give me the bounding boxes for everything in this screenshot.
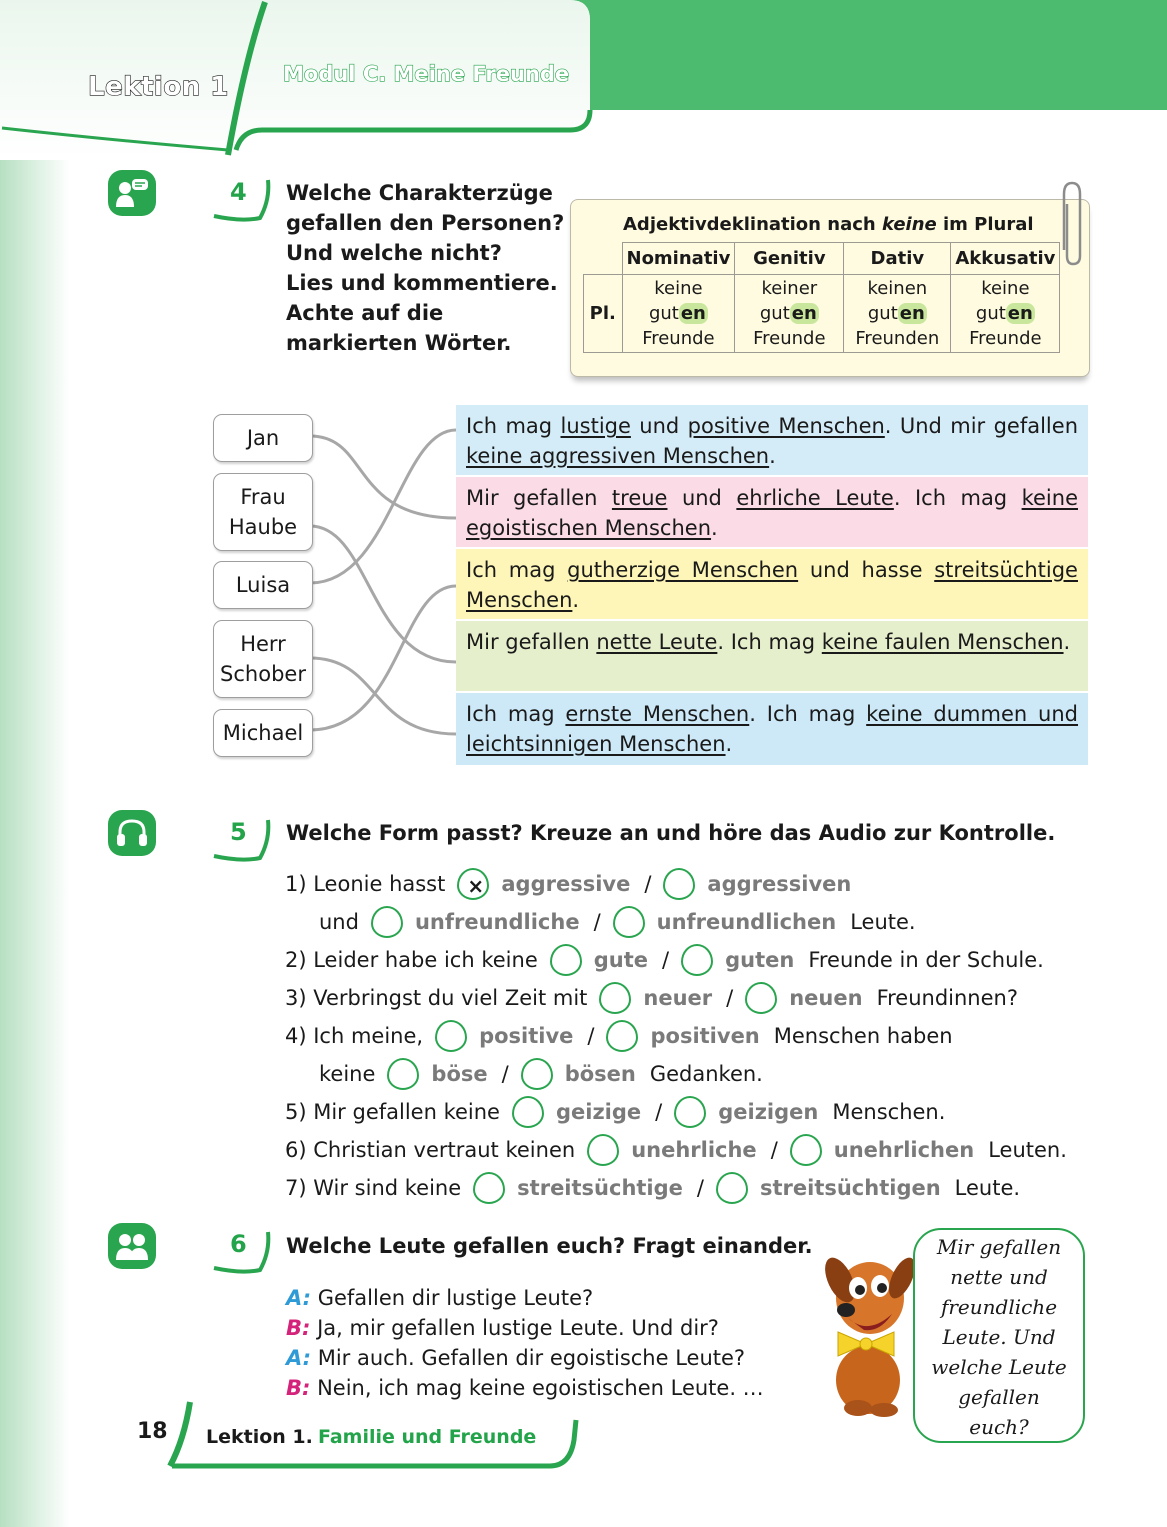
headphones-icon — [108, 810, 156, 856]
statement-text: und hasse — [798, 558, 935, 582]
statement-text: . Ich mag — [717, 630, 822, 654]
statement-text: . — [1063, 630, 1071, 654]
name-herr-schober: Herr Schober — [213, 620, 313, 698]
exercise-line — [279, 1055, 1109, 1093]
statement-text: Ich mag — [466, 414, 561, 438]
grammar-table-card — [570, 199, 1090, 377]
task6-dialog — [286, 1283, 826, 1403]
task6-question: Welche Leute gefallen euch? Fragt einander. — [286, 1234, 813, 1258]
dog-illustration — [818, 1240, 918, 1420]
exercise-line — [279, 903, 1109, 941]
highlighted-phrase: lustige — [560, 414, 631, 438]
highlighted-phrase: nette Leute — [596, 630, 718, 654]
name-frau-haube: Frau Haube — [213, 473, 313, 551]
name-jan: Jan — [213, 414, 313, 462]
task-number-4: 4 — [212, 178, 262, 220]
answer-checkbox[interactable] — [512, 1096, 544, 1128]
answer-option: aggressiven — [707, 872, 852, 896]
exercise-line — [279, 865, 1109, 903]
exercise-text: Menschen. — [832, 1100, 946, 1124]
answer-checkbox[interactable] — [457, 868, 489, 900]
answer-checkbox[interactable] — [716, 1172, 748, 1204]
statement-text: . — [725, 732, 733, 756]
exercise-text: 3) Verbringst du viel Zeit mit — [285, 986, 588, 1010]
exercise-text: 2) Leider habe ich keine — [285, 948, 538, 972]
grammar-table — [583, 242, 1060, 353]
exercise-line — [279, 1017, 1109, 1055]
dialog-line: B: Ja, mir gefallen lustige Leute. Und dir? — [286, 1316, 719, 1340]
dialog-line: A: Mir auch. Gefallen dir egoistische Leute? — [286, 1346, 746, 1370]
exercise-text: / — [696, 1176, 704, 1200]
exercise-text: Leuten. — [988, 1138, 1067, 1162]
connector-lines — [310, 400, 460, 760]
statement-text: Ich mag — [466, 558, 568, 582]
grammar-title: Adjektivdeklination nach keine im Plural — [623, 214, 1034, 235]
cell-dativ: keinen gut en Freunden — [844, 275, 951, 353]
statement-5 — [456, 693, 1088, 765]
statement-text: Mir gefallen — [466, 630, 597, 654]
highlighted-phrase: gutherzige Menschen — [567, 558, 799, 582]
exercise-text: Leute. — [954, 1176, 1021, 1200]
exercise-text: 6) Christian vertraut keinen — [285, 1138, 576, 1162]
exercise-text: Menschen haben — [773, 1024, 953, 1048]
statement-text: . — [769, 444, 776, 468]
row-label: Pl. — [584, 275, 623, 353]
dialog-line: B: Nein, ich mag keine egoistischen Leute. … — [286, 1376, 764, 1400]
statement-text: . Und mir gefallen — [884, 414, 1078, 438]
answer-option: streitsüchtige — [517, 1176, 683, 1200]
exercise-text: 7) Wir sind keine — [285, 1176, 462, 1200]
highlighted-phrase: positive Menschen — [687, 414, 885, 438]
statement-text: . Ich mag — [749, 702, 867, 726]
answer-option: unfreundliche — [414, 910, 580, 934]
answer-option: neuen — [789, 986, 863, 1010]
answer-option: streitsüchtigen — [759, 1176, 941, 1200]
answer-checkbox[interactable] — [473, 1172, 505, 1204]
exercise-text: / — [587, 1024, 595, 1048]
exercise-text: / — [726, 986, 734, 1010]
exercise-text: und — [319, 910, 359, 934]
highlighted-phrase: keine dummen und leichtsinnigen Menschen — [466, 702, 1079, 756]
pair-work-icon — [108, 1223, 156, 1269]
footer-lesson: Lektion 1. — [206, 1426, 313, 1448]
exercise-text: / — [593, 910, 601, 934]
left-gradient-strip — [0, 120, 70, 1527]
header-genitiv: Genitiv — [735, 243, 844, 275]
cell-akkusativ: keine gut en Freunde — [951, 275, 1060, 353]
answer-checkbox[interactable] — [613, 906, 645, 938]
exercise-line — [279, 979, 1109, 1017]
answer-option: unfreundlichen — [656, 910, 837, 934]
answer-option: böse — [431, 1062, 488, 1086]
answer-option: neuer — [643, 986, 713, 1010]
statement-3 — [456, 549, 1088, 619]
answer-option: gute — [593, 948, 649, 972]
answer-checkbox[interactable] — [674, 1096, 706, 1128]
statement-text: . Ich mag — [893, 486, 1022, 510]
exercise-line — [279, 1169, 1109, 1207]
task4-question: Welche Charakterzüge gefallen den Personen? Und welche nicht? Lies und kommentiere. Achte auf die markierten Wörter. — [286, 181, 565, 355]
statement-text: . — [572, 588, 580, 612]
answer-option: geizige — [555, 1100, 642, 1124]
answer-checkbox[interactable] — [599, 982, 631, 1014]
answer-option: unehrliche — [631, 1138, 757, 1162]
exercise-text: Leute. — [850, 910, 916, 934]
answer-option: positive — [479, 1024, 574, 1048]
footer-title: Familie und Freunde — [317, 1426, 537, 1448]
exercise-text: / — [770, 1138, 778, 1162]
exercise-text: / — [655, 1100, 663, 1124]
answer-option: positiven — [650, 1024, 760, 1048]
answer-checkbox[interactable] — [435, 1020, 467, 1052]
highlighted-phrase: keine egoistischen Menschen — [466, 486, 1078, 540]
answer-checkbox[interactable] — [663, 868, 695, 900]
answer-checkbox[interactable] — [387, 1058, 419, 1090]
answer-option: unehrlichen — [833, 1138, 975, 1162]
answer-checkbox[interactable] — [371, 906, 403, 938]
cell-genitiv: keiner gut en Freunde — [735, 275, 844, 353]
name-luisa: Luisa — [213, 561, 313, 609]
statement-2 — [456, 477, 1088, 547]
exercise-text: 5) Mir gefallen keine — [285, 1100, 500, 1124]
answer-checkbox[interactable] — [587, 1134, 619, 1166]
statement-1 — [456, 405, 1088, 475]
task-number-5: 5 — [212, 818, 262, 860]
answer-option: guten — [725, 948, 795, 972]
task-number-6: 6 — [212, 1230, 262, 1272]
statement-text: und — [630, 414, 688, 438]
answer-option: aggressive — [501, 872, 631, 896]
page-number: 18 — [137, 1419, 168, 1444]
statement-text: Ich mag — [466, 702, 566, 726]
statement-text: . — [711, 516, 718, 540]
paper-clip-icon — [1058, 180, 1086, 266]
lektion-label: Lektion 1 — [88, 72, 229, 102]
exercise-text: / — [662, 948, 670, 972]
exercise-text: keine — [319, 1062, 376, 1086]
header-akkusativ: Akkusativ — [951, 243, 1060, 275]
exercise-text: Freundinnen? — [876, 986, 1018, 1010]
exercise-text: / — [644, 872, 652, 896]
exercise-line — [279, 1093, 1109, 1131]
answer-option: geizigen — [718, 1100, 819, 1124]
highlighted-phrase: streitsüchtige Menschen — [466, 558, 1078, 612]
highlighted-phrase: ehrliche Leute — [736, 486, 894, 510]
highlighted-phrase: treue — [611, 486, 668, 510]
dialog-line: A: Gefallen dir lustige Leute? — [286, 1286, 594, 1310]
exercise-text: 4) Ich meine, — [285, 1024, 424, 1048]
task5-question: Welche Form passt? Kreuze an und höre das Audio zur Kontrolle. — [286, 821, 1056, 845]
statement-text: und — [667, 486, 737, 510]
speech-bubble: Mir gefallen nette und freundliche Leute. Und welche Leute gefallen euch? — [913, 1228, 1085, 1443]
header-dativ: Dativ — [844, 243, 951, 275]
exercise-text: / — [501, 1062, 509, 1086]
name-michael: Michael — [213, 709, 313, 757]
answer-checkbox[interactable] — [790, 1134, 822, 1166]
answer-checkbox[interactable] — [681, 944, 713, 976]
task5-exercise — [279, 865, 1109, 1207]
modul-label: Modul C. Meine Freunde — [283, 62, 570, 86]
statement-text: Mir gefallen — [466, 486, 612, 510]
cell-nominativ: keine gut en Freunde — [622, 275, 735, 353]
speaking-icon — [108, 170, 156, 216]
answer-checkbox[interactable] — [550, 944, 582, 976]
exercise-text: Freunde in der Schule. — [808, 948, 1044, 972]
footer-running-title — [206, 1426, 536, 1448]
answer-option: bösen — [564, 1062, 636, 1086]
answer-checkbox[interactable] — [745, 982, 777, 1014]
answer-checkbox[interactable] — [521, 1058, 553, 1090]
exercise-text: Gedanken. — [649, 1062, 763, 1086]
header-nominativ: Nominativ — [622, 243, 735, 275]
answer-checkbox[interactable] — [606, 1020, 638, 1052]
exercise-line — [279, 941, 1109, 979]
exercise-line — [279, 1131, 1109, 1169]
statement-4 — [456, 621, 1088, 691]
highlighted-phrase: keine aggressiven Menschen — [466, 444, 770, 468]
exercise-text: 1) Leonie hasst — [285, 872, 446, 896]
highlighted-phrase: ernste Menschen — [565, 702, 750, 726]
highlighted-phrase: keine faulen Menschen — [821, 630, 1064, 654]
